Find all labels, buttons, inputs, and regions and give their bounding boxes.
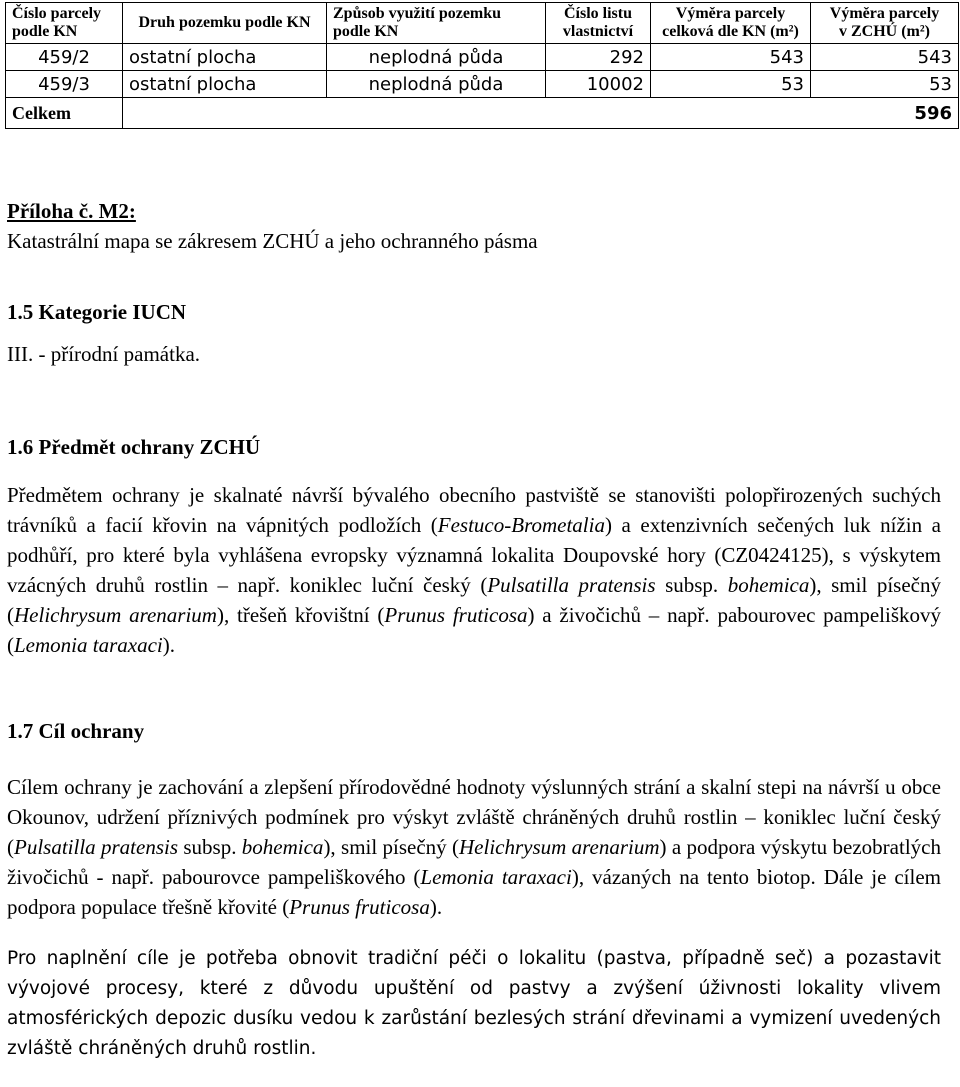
total-value: 596: [123, 98, 959, 129]
appendix-subtitle: Katastrální mapa se zákresem ZCHÚ a jeho ochranného pásma: [7, 229, 538, 253]
iucn-heading: 1.5 Kategorie IUCN: [7, 300, 187, 324]
col-area-total-header: Výměra parcely celková dle KN (m²): [651, 3, 811, 44]
table-row: [6, 71, 959, 98]
iucn-value: III. - přírodní památka.: [7, 342, 201, 366]
col-area-zchu-header: Výměra parcely v ZCHÚ (m²): [811, 3, 959, 44]
iucn-section: [7, 297, 941, 369]
goal-section: [7, 716, 941, 1064]
cell-kind: ostatní plocha: [123, 71, 327, 98]
cell-area-zchu: 53: [811, 71, 959, 98]
parcel-table: [5, 2, 959, 129]
cell-area-zchu: 543: [811, 44, 959, 71]
table-header-row: [6, 3, 959, 44]
subject-section: [7, 432, 941, 660]
table-total-row: [6, 98, 959, 129]
col-sheet-header: Číslo listu vlastnictví: [546, 3, 651, 44]
subject-paragraph: Předmětem ochrany je skalnaté návrší bývalého obecního pastviště se stanovišti polopřirozených suchých trávníků a facií křovin na vápnitých podložích (Festuco-Brometalia) a extenzivních sečených luk nížin a podhůří, pro které byla vyhlášena evropsky významná lokalita Doupovské hory (CZ0424125), s výskytem vzácných druhů rostlin – např. koniklec luční český (Pulsatilla pratensis subsp. bohemica), smil písečný (Helichrysum arenarium), třešeň křovištní (Prunus fruticosa) a živočichů – např. pabourovec pampeliškový (Lemonia taraxaci).: [7, 483, 941, 657]
cell-sheet: 292: [546, 44, 651, 71]
subject-heading: 1.6 Předmět ochrany ZCHÚ: [7, 435, 261, 459]
col-parcel-header: Číslo parcely podle KN: [6, 3, 123, 44]
cell-use: neplodná půda: [327, 44, 546, 71]
cell-parcel: 459/2: [6, 44, 123, 71]
cell-sheet: 10002: [546, 71, 651, 98]
goal-heading: 1.7 Cíl ochrany: [7, 719, 145, 743]
table-row: [6, 44, 959, 71]
cell-kind: ostatní plocha: [123, 44, 327, 71]
cell-area-total: 543: [651, 44, 811, 71]
cell-parcel: 459/3: [6, 71, 123, 98]
col-kind-header: Druh pozemku podle KN: [123, 3, 327, 44]
goal-paragraph-1: Cílem ochrany je zachování a zlepšení přírodovědné hodnoty výslunných strání a skalní stepi na návrší u obce Okounov, udržení příznivých podmínek pro výskyt zvláště chráněných druhů rostlin – koniklec luční český (Pulsatilla pratensis subsp. bohemica), smil písečný (Helichrysum arenarium) a podpora výskytu bezobratlých živočichů - např. pabourovce pampeliškového (Lemonia taraxaci), vázaných na tento biotop. Dále je cílem podpora populace třešně křovité (Prunus fruticosa).: [7, 775, 942, 919]
goal-paragraph-2: Pro naplnění cíle je potřeba obnovit tradiční péči o lokalitu (pastva, případně seč) a pozastavit vývojové procesy, které z důvodu upuštění od pastvy a zvýšení úživnosti lokality vlivem atmosférických depozic dusíku vedou k zarůstání bezlesých strání dřevinami a vymizení uvedených zvláště chráněných druhů rostlin.: [7, 948, 941, 1059]
total-label: Celkem: [6, 98, 123, 129]
appendix-title: Příloha č. M2:: [7, 199, 136, 223]
cell-area-total: 53: [651, 71, 811, 98]
cell-use: neplodná půda: [327, 71, 546, 98]
col-use-header: Způsob využití pozemku podle KN: [327, 3, 546, 44]
appendix-section: [7, 196, 941, 256]
